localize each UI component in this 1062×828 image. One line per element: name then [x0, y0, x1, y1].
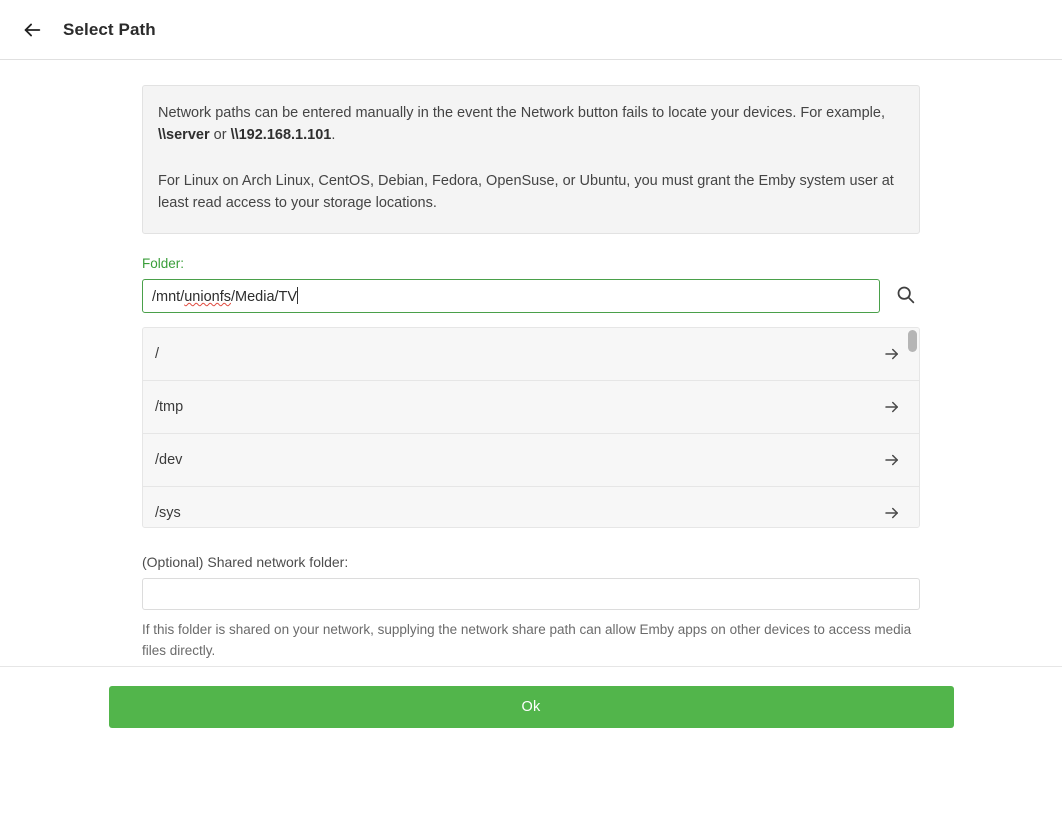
info-text-period: . [331, 127, 336, 144]
folder-item-label: /tmp [155, 398, 184, 415]
folder-input-row [142, 279, 920, 313]
folder-label: Folder: [142, 255, 185, 271]
info-text-1: Network paths can be entered manually in the event the Network button fails to locate your devices. For example, [158, 105, 885, 121]
folder-path-prefix: /mnt/ [152, 288, 185, 305]
back-button[interactable] [12, 10, 52, 50]
search-icon [895, 284, 916, 308]
dialog-header [0, 0, 1062, 60]
folder-input[interactable] [142, 279, 880, 313]
dialog-content [0, 60, 1062, 747]
info-paragraph-2: For Linux on Arch Linux, CentOS, Debian, Fedora, OpenSuse, or Ubuntu, you must grant the Emby system user at least read access to your storage locations. [158, 172, 894, 212]
arrow-right-icon [883, 398, 901, 416]
info-text-or: or [209, 127, 231, 144]
arrow-right-icon [883, 451, 901, 469]
text-caret [297, 287, 298, 304]
folder-path-suffix: /Media/TV [231, 288, 298, 305]
list-item[interactable] [143, 487, 919, 527]
list-item[interactable] [143, 328, 919, 381]
folder-list [142, 327, 920, 528]
folder-item-label: / [155, 345, 160, 362]
network-folder-input[interactable] [142, 578, 920, 610]
network-folder-label: (Optional) Shared network folder: [142, 553, 349, 570]
arrow-right-icon [883, 504, 901, 522]
scrollbar-thumb[interactable] [908, 330, 917, 352]
page-title: Select Path [63, 19, 156, 39]
folder-path-misspelled: unionfs [184, 288, 231, 305]
example-ip: \\192.168.1.101 [230, 127, 332, 144]
search-button[interactable] [890, 281, 920, 311]
scrollbar[interactable] [908, 328, 917, 527]
form-panel [142, 60, 920, 662]
info-box [142, 85, 920, 234]
arrow-right-icon [883, 345, 901, 363]
folder-list-scroll[interactable] [143, 328, 919, 527]
dialog-footer [0, 666, 1062, 747]
folder-item-label: /dev [155, 451, 183, 468]
arrow-left-icon [21, 19, 43, 41]
ok-button[interactable]: Ok [109, 686, 954, 728]
network-folder-helper: If this folder is shared on your network, supplying the network share path can allow Emby apps on other devices to access media files directly. [142, 621, 912, 659]
list-item[interactable] [143, 381, 919, 434]
info-paragraph-1 [158, 102, 904, 147]
example-server: \\server [158, 127, 210, 144]
folder-item-label: /sys [155, 505, 181, 522]
list-item[interactable] [143, 434, 919, 487]
